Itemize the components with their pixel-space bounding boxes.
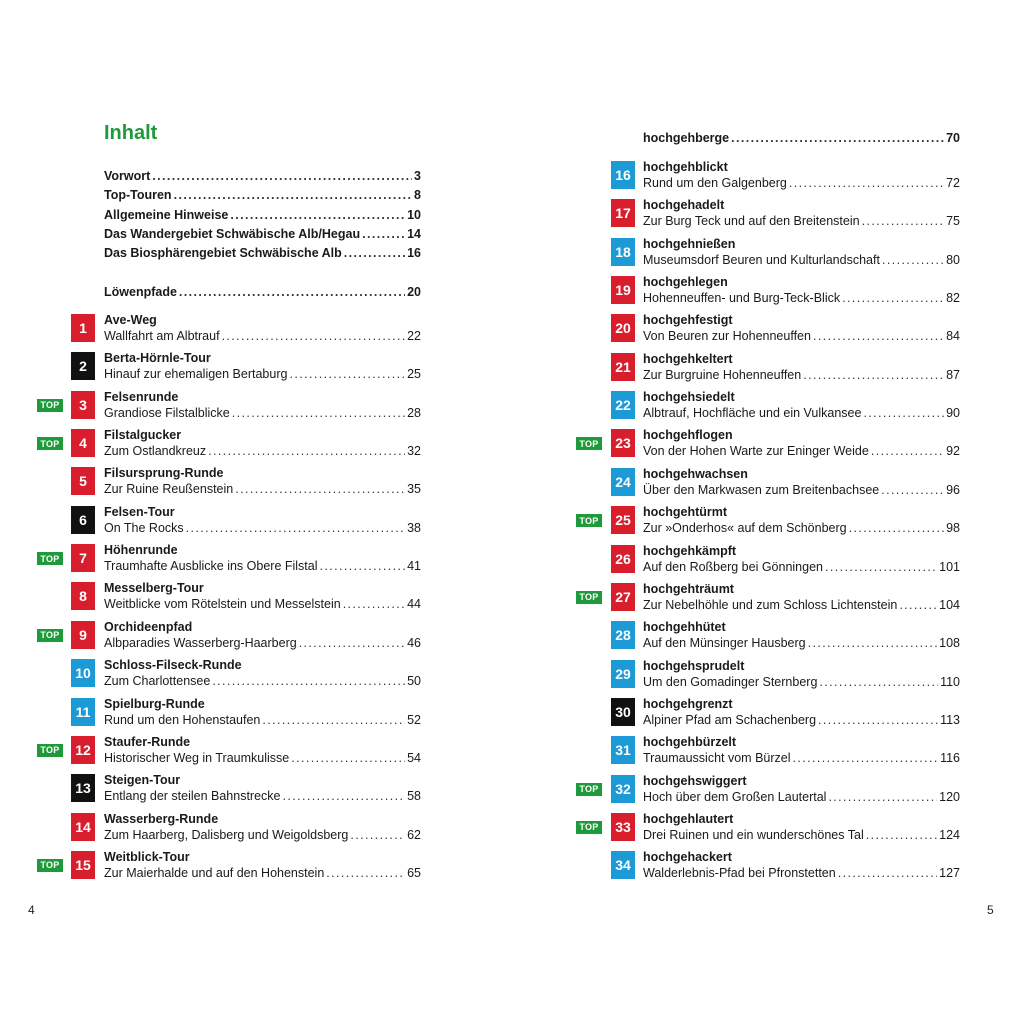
tour-name: Spielburg-Runde xyxy=(104,696,205,711)
tour-name: hochgehkämpft xyxy=(643,543,737,558)
tour-subtitle-line[interactable] xyxy=(104,750,421,766)
tour-number-badge: 12 xyxy=(71,736,95,764)
tour-number-badge: 17 xyxy=(611,199,635,227)
tour-name: hochgehflogen xyxy=(643,428,733,443)
leader-dots xyxy=(344,245,405,261)
tour-name: Steigen-Tour xyxy=(104,773,181,788)
leader-dots xyxy=(320,558,406,574)
tour-subtitle-line[interactable] xyxy=(643,328,960,344)
entry-page: 70 xyxy=(946,131,960,145)
leader-dots xyxy=(152,168,412,184)
entry-label: Rund um den Hohenstaufen xyxy=(104,712,261,727)
tour-name: hochgehsiedelt xyxy=(643,390,735,405)
tour-subtitle-line[interactable] xyxy=(643,750,960,766)
tour-number-badge: 11 xyxy=(71,698,95,726)
tour-entry[interactable] xyxy=(512,427,1024,463)
tour-number-badge: 14 xyxy=(71,813,95,841)
tour-number-badge: 2 xyxy=(71,352,95,380)
entry-label: Rund um den Galgenberg xyxy=(643,176,787,190)
tour-name: Schloss-Filseck-Runde xyxy=(104,658,242,673)
tour-subtitle-line[interactable] xyxy=(643,367,960,383)
leader-dots xyxy=(866,827,937,843)
tour-entry[interactable] xyxy=(512,389,1024,425)
entry-page: 92 xyxy=(946,444,960,459)
entry-label: Zur »Onderhos« auf dem Schönberg xyxy=(643,521,847,536)
leader-dots xyxy=(186,520,405,536)
entry-label: Traumhafte Ausblicke ins Obere Filstal xyxy=(104,559,318,574)
tour-entry[interactable] xyxy=(0,811,512,847)
leader-dots xyxy=(299,635,405,651)
tour-number-badge: 24 xyxy=(611,468,635,496)
tour-entry[interactable] xyxy=(0,312,512,348)
entry-label: Albtrauf, Hochfläche und ein Vulkansee xyxy=(643,406,862,421)
tour-number-badge: 23 xyxy=(611,429,635,457)
leader-dots xyxy=(222,328,406,344)
tour-subtitle-line[interactable] xyxy=(643,290,960,306)
entry-page: 80 xyxy=(946,252,960,267)
tour-number-badge: 7 xyxy=(71,544,95,572)
entry-page: 3 xyxy=(414,169,421,183)
tour-number-badge: 22 xyxy=(611,391,635,419)
top-tour-badge: TOP xyxy=(37,552,63,565)
entry-label: Weitblicke vom Rötelstein und Messelstein xyxy=(104,597,341,612)
tour-number-badge: 30 xyxy=(611,698,635,726)
entry-label: Albparadies Wasserberg-Haarberg xyxy=(104,635,297,650)
tour-entry[interactable] xyxy=(512,504,1024,540)
tour-entry[interactable] xyxy=(512,811,1024,847)
tour-entry[interactable] xyxy=(0,657,512,693)
leader-dots xyxy=(232,405,405,421)
leader-dots xyxy=(789,175,944,191)
entry-label: Hinauf zur ehemaligen Bertaburg xyxy=(104,367,288,382)
top-tour-badge: TOP xyxy=(37,437,63,450)
tour-name: hochgehackert xyxy=(643,850,732,865)
tour-name: hochgehwachsen xyxy=(643,466,748,481)
tour-entry[interactable] xyxy=(0,696,512,732)
entry-label: On The Rocks xyxy=(104,520,184,535)
tour-entry[interactable] xyxy=(512,236,1024,272)
top-tour-badge: TOP xyxy=(37,629,63,642)
entry-label: Museumsdorf Beuren und Kulturlandschaft xyxy=(643,252,880,267)
entry-page: 44 xyxy=(407,597,421,612)
tour-number-badge: 27 xyxy=(611,583,635,611)
leader-dots xyxy=(343,596,405,612)
entry-label: Zur Maierhalde und auf den Hohenstein xyxy=(104,865,325,880)
entry-page: 72 xyxy=(946,176,960,190)
tour-subtitle-line[interactable] xyxy=(643,789,960,805)
entry-page: 20 xyxy=(407,285,421,299)
entry-label: Vorwort xyxy=(104,169,151,183)
tour-entry[interactable] xyxy=(512,197,1024,233)
tour-number-badge: 21 xyxy=(611,353,635,381)
entry-label: Entlang der steilen Bahnstrecke xyxy=(104,789,281,804)
tour-subtitle-line[interactable] xyxy=(104,481,421,497)
right-page xyxy=(512,0,1024,1024)
entry-page: 75 xyxy=(946,214,960,229)
tour-subtitle-line[interactable] xyxy=(643,175,960,191)
tour-subtitle-line[interactable] xyxy=(104,788,421,804)
entry-page: 104 xyxy=(939,597,960,612)
leader-dots xyxy=(283,788,406,804)
entry-page: 46 xyxy=(407,635,421,650)
section-entry[interactable] xyxy=(104,284,421,300)
leader-dots xyxy=(731,130,944,146)
tour-name: hochgehblickt xyxy=(643,160,728,174)
top-tour-badge: TOP xyxy=(37,744,63,757)
tour-number-badge: 19 xyxy=(611,276,635,304)
tour-name: Filsursprung-Runde xyxy=(104,466,224,481)
entry-label: Drei Ruinen und ein wunderschönes Tal xyxy=(643,827,864,842)
leader-dots xyxy=(813,328,944,344)
leader-dots xyxy=(881,482,944,498)
tour-name: Weitblick-Tour xyxy=(104,849,190,864)
tour-subtitle-line[interactable] xyxy=(643,213,960,229)
top-tour-badge: TOP xyxy=(576,591,602,604)
tour-number-badge: 3 xyxy=(71,391,95,419)
tour-entry[interactable] xyxy=(0,350,512,386)
tour-entry[interactable] xyxy=(0,427,512,463)
tour-number-badge: 32 xyxy=(611,775,635,803)
tour-subtitle-line[interactable] xyxy=(643,443,960,459)
tour-entry[interactable] xyxy=(0,504,512,540)
tour-entry[interactable] xyxy=(0,580,512,616)
tour-name: hochgehlautert xyxy=(643,811,734,826)
entry-label: Zur Ruine Reußenstein xyxy=(104,482,234,497)
entry-label: Walderlebnis-Pfad bei Pfronstetten xyxy=(643,866,836,881)
front-entry[interactable] xyxy=(104,187,421,203)
entry-page: 14 xyxy=(407,226,421,241)
entry-label: Das Wandergebiet Schwäbische Alb/Hegau xyxy=(104,226,361,241)
tour-subtitle-line[interactable] xyxy=(104,635,421,651)
tour-name: hochgehsprudelt xyxy=(643,658,745,673)
tour-entry[interactable] xyxy=(512,466,1024,502)
entry-page: 82 xyxy=(946,291,960,306)
entry-page: 124 xyxy=(939,827,960,842)
tour-entry[interactable] xyxy=(512,773,1024,809)
entry-label: Über den Markwasen zum Breitenbachsee xyxy=(643,482,880,497)
tour-subtitle-line[interactable] xyxy=(104,712,421,728)
top-tour-badge: TOP xyxy=(576,821,602,834)
tour-entry[interactable] xyxy=(512,849,1024,885)
leader-dots xyxy=(793,750,939,766)
tour-subtitle-line[interactable] xyxy=(104,520,421,536)
section-entry[interactable] xyxy=(643,130,960,146)
top-tour-badge: TOP xyxy=(576,437,602,450)
leader-dots xyxy=(882,252,944,268)
leader-dots xyxy=(289,366,405,382)
leader-dots xyxy=(825,559,937,575)
tour-subtitle-line[interactable] xyxy=(643,559,960,575)
tour-entry[interactable] xyxy=(512,581,1024,617)
page-number-left: 4 xyxy=(28,903,35,917)
tour-number-badge: 1 xyxy=(71,314,95,342)
entry-page: 8 xyxy=(414,188,421,203)
tour-entry[interactable] xyxy=(512,734,1024,770)
entry-label: Top-Touren xyxy=(104,188,172,203)
tour-entry[interactable] xyxy=(0,619,512,655)
tour-name: Orchideenpfad xyxy=(104,619,193,634)
leader-dots xyxy=(179,284,405,300)
entry-page: 127 xyxy=(939,866,960,881)
tour-entry[interactable] xyxy=(0,734,512,770)
tour-number-badge: 15 xyxy=(71,851,95,879)
tour-entry[interactable] xyxy=(512,696,1024,732)
tour-number-badge: 28 xyxy=(611,621,635,649)
tour-subtitle-line[interactable] xyxy=(104,596,421,612)
tour-number-badge: 31 xyxy=(611,736,635,764)
leader-dots xyxy=(842,290,944,306)
entry-label: Historischer Weg in Traumkulisse xyxy=(104,750,290,765)
entry-page: 98 xyxy=(946,521,960,536)
leader-dots xyxy=(828,789,937,805)
leader-dots xyxy=(230,207,405,223)
tour-entry[interactable] xyxy=(512,274,1024,310)
tour-name: hochgehfestigt xyxy=(643,313,733,328)
leader-dots xyxy=(208,443,405,459)
entry-label: Auf den Münsinger Hausberg xyxy=(643,636,806,651)
tour-subtitle-line[interactable] xyxy=(104,558,421,574)
entry-label: Zum Charlottensee xyxy=(104,674,211,689)
leader-dots xyxy=(819,674,938,690)
entry-page: 65 xyxy=(407,865,421,880)
tour-name: hochgehgrenzt xyxy=(643,696,733,711)
leader-dots xyxy=(291,750,405,766)
tour-name: Felsenrunde xyxy=(104,389,179,404)
tour-subtitle-line[interactable] xyxy=(104,328,421,344)
tour-name: hochgehträumt xyxy=(643,581,734,596)
page-number-right: 5 xyxy=(987,903,994,917)
tour-name: hochgehtürmt xyxy=(643,505,728,520)
entry-page: 38 xyxy=(407,520,421,535)
tour-subtitle-line[interactable] xyxy=(104,443,421,459)
entry-label: hochgehberge xyxy=(643,131,730,145)
entry-page: 62 xyxy=(407,827,421,842)
entry-page: 41 xyxy=(407,559,421,574)
tour-number-badge: 18 xyxy=(611,238,635,266)
tour-subtitle-line[interactable] xyxy=(104,865,421,881)
entry-label: Auf den Roßberg bei Gönningen xyxy=(643,559,823,574)
entry-label: Zum Haarberg, Dalisberg und Weigoldsberg xyxy=(104,827,349,842)
tour-subtitle-line[interactable] xyxy=(643,712,960,728)
entry-label: Von Beuren zur Hohenneuffen xyxy=(643,329,811,344)
leader-dots xyxy=(803,367,944,383)
entry-label: Allgemeine Hinweise xyxy=(104,207,229,222)
entry-page: 116 xyxy=(940,751,960,766)
leader-dots xyxy=(212,673,405,689)
leader-dots xyxy=(326,865,405,881)
leader-dots xyxy=(849,520,944,536)
entry-label: Löwenpfade xyxy=(104,285,177,299)
tour-name: Berta-Hörnle-Tour xyxy=(104,351,211,366)
entry-page: 58 xyxy=(407,789,421,804)
entry-page: 32 xyxy=(407,444,421,459)
tour-name: hochgehlegen xyxy=(643,275,728,290)
entry-label: Das Biosphärengebiet Schwäbische Alb xyxy=(104,246,342,261)
tour-entry[interactable] xyxy=(512,159,1024,195)
tour-number-badge: 33 xyxy=(611,813,635,841)
tour-entry[interactable] xyxy=(512,351,1024,387)
tour-number-badge: 25 xyxy=(611,506,635,534)
tour-number-badge: 4 xyxy=(71,429,95,457)
tour-number-badge: 26 xyxy=(611,545,635,573)
entry-label: Traumaussicht vom Bürzel xyxy=(643,751,791,766)
entry-page: 16 xyxy=(407,246,421,261)
entry-page: 108 xyxy=(939,636,960,651)
tour-name: hochgehswiggert xyxy=(643,773,747,788)
tour-subtitle-line[interactable] xyxy=(643,865,960,881)
entry-label: Wallfahrt am Albtrauf xyxy=(104,329,220,343)
tour-entry[interactable] xyxy=(0,389,512,425)
tour-number-badge: 9 xyxy=(71,621,95,649)
entry-page: 50 xyxy=(407,674,421,689)
tour-subtitle-line[interactable] xyxy=(104,673,421,689)
entry-page: 87 xyxy=(946,367,960,382)
leader-dots xyxy=(863,405,944,421)
tour-entry[interactable] xyxy=(512,619,1024,655)
entry-page: 120 xyxy=(939,789,960,804)
tour-name: Ave-Weg xyxy=(104,313,157,327)
tour-entry[interactable] xyxy=(0,542,512,578)
tour-entry[interactable] xyxy=(0,465,512,501)
tour-name: Filstalgucker xyxy=(104,428,182,443)
tour-subtitle-line[interactable] xyxy=(104,405,421,421)
tour-subtitle-line[interactable] xyxy=(104,366,421,382)
leader-dots xyxy=(871,443,944,459)
tour-subtitle-line[interactable] xyxy=(643,405,960,421)
tour-subtitle-line[interactable] xyxy=(643,520,960,536)
entry-page: 28 xyxy=(407,405,421,420)
tour-entry[interactable] xyxy=(0,772,512,808)
front-entry[interactable] xyxy=(104,245,421,261)
tour-name: hochgehnießen xyxy=(643,236,736,251)
entry-label: Zur Burg Teck und auf den Breitenstein xyxy=(643,214,860,229)
tour-name: Felsen-Tour xyxy=(104,504,175,519)
tour-number-badge: 8 xyxy=(71,582,95,610)
leader-dots xyxy=(235,481,405,497)
tour-subtitle-line[interactable] xyxy=(643,482,960,498)
entry-page: 35 xyxy=(407,482,421,497)
entry-page: 110 xyxy=(940,674,960,689)
entry-page: 84 xyxy=(946,329,960,344)
entry-label: Alpiner Pfad am Schachenberg xyxy=(643,712,817,727)
tour-number-badge: 20 xyxy=(611,314,635,342)
tour-subtitle-line[interactable] xyxy=(643,674,960,690)
entry-page: 101 xyxy=(939,559,960,574)
top-tour-badge: TOP xyxy=(37,399,63,412)
leader-dots xyxy=(362,226,405,242)
entry-label: Grandiose Filstalblicke xyxy=(104,405,230,420)
tour-name: hochgehbürzelt xyxy=(643,735,737,750)
entry-label: Zur Burgruine Hohenneuffen xyxy=(643,367,802,382)
top-tour-badge: TOP xyxy=(37,859,63,872)
leader-dots xyxy=(862,213,945,229)
tour-name: hochgehadelt xyxy=(643,198,725,213)
front-entry[interactable] xyxy=(104,226,421,242)
tour-name: hochgehhütet xyxy=(643,620,726,635)
tour-name: Wasserberg-Runde xyxy=(104,811,219,826)
top-tour-badge: TOP xyxy=(576,514,602,527)
entry-label: Von der Hohen Warte zur Eninger Weide xyxy=(643,444,869,459)
entry-label: Um den Gomadinger Sternberg xyxy=(643,674,818,689)
tour-number-badge: 16 xyxy=(611,161,635,189)
leader-dots xyxy=(838,865,937,881)
tour-entry[interactable] xyxy=(512,312,1024,348)
entry-label: Hohenneuffen- und Burg-Teck-Blick xyxy=(643,291,841,306)
leader-dots xyxy=(350,827,405,843)
tour-entry[interactable] xyxy=(512,658,1024,694)
tour-subtitle-line[interactable] xyxy=(643,827,960,843)
entry-page: 90 xyxy=(946,406,960,421)
leader-dots xyxy=(808,635,938,651)
leader-dots xyxy=(262,712,405,728)
tour-number-badge: 5 xyxy=(71,467,95,495)
leader-dots xyxy=(899,597,937,613)
entry-label: Zur Nebelhöhle und zum Schloss Lichtenstein xyxy=(643,597,898,612)
page-title: Inhalt xyxy=(104,122,158,144)
tour-number-badge: 6 xyxy=(71,506,95,534)
tour-entry[interactable] xyxy=(0,849,512,885)
leader-dots xyxy=(174,187,412,203)
tour-subtitle-line[interactable] xyxy=(643,252,960,268)
tour-number-badge: 34 xyxy=(611,851,635,879)
front-entry[interactable] xyxy=(104,207,421,223)
front-entry[interactable] xyxy=(104,168,421,184)
entry-page: 10 xyxy=(407,207,421,222)
entry-page: 52 xyxy=(407,712,421,727)
tour-subtitle-line[interactable] xyxy=(104,827,421,843)
tour-number-badge: 13 xyxy=(71,774,95,802)
tour-name: hochgehkeltert xyxy=(643,351,733,366)
entry-page: 22 xyxy=(407,329,421,343)
entry-page: 96 xyxy=(946,482,960,497)
tour-number-badge: 29 xyxy=(611,660,635,688)
tour-subtitle-line[interactable] xyxy=(643,635,960,651)
top-tour-badge: TOP xyxy=(576,783,602,796)
tour-entry[interactable] xyxy=(512,543,1024,579)
entry-label: Zum Ostlandkreuz xyxy=(104,444,207,459)
entry-label: Hoch über dem Großen Lautertal xyxy=(643,789,827,804)
tour-name: Staufer-Runde xyxy=(104,734,191,749)
entry-page: 54 xyxy=(407,750,421,765)
leader-dots xyxy=(818,712,938,728)
entry-page: 113 xyxy=(940,712,960,727)
entry-page: 25 xyxy=(407,367,421,382)
tour-subtitle-line[interactable] xyxy=(643,597,960,613)
tour-number-badge: 10 xyxy=(71,659,95,687)
tour-name: Messelberg-Tour xyxy=(104,581,204,596)
tour-name: Höhenrunde xyxy=(104,543,178,558)
